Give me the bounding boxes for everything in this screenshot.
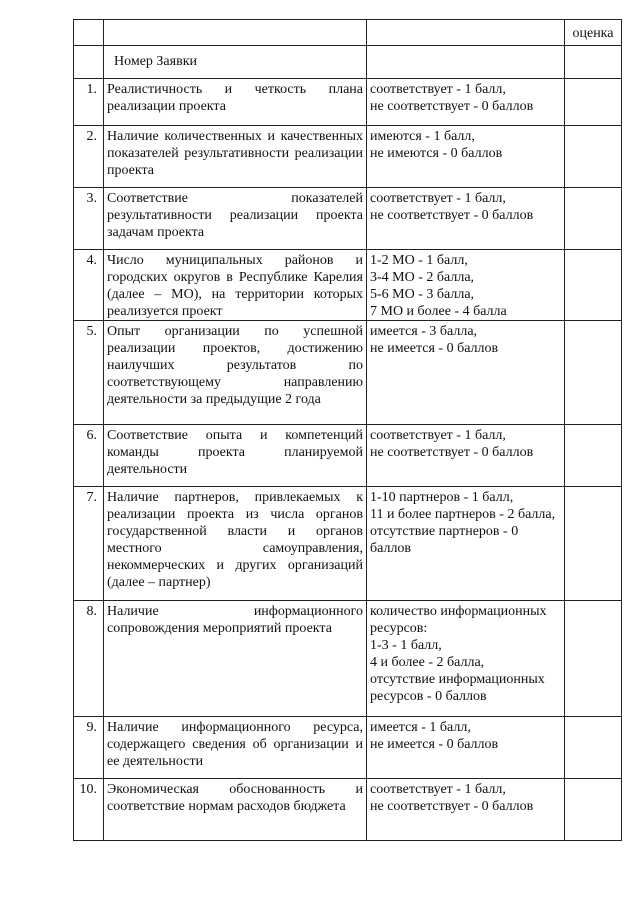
application-number-empty-cell bbox=[74, 46, 104, 79]
criterion-number: 1. bbox=[74, 79, 104, 126]
scale-line: 1-10 партнеров - 1 балл, bbox=[370, 490, 514, 505]
scale-line: 7 МО и более - 4 балла bbox=[370, 304, 507, 319]
criterion-score-cell bbox=[565, 487, 622, 601]
scale-line: имеется - 1 балл, bbox=[370, 720, 471, 735]
scale-line: 11 и более партнеров - 2 балла, bbox=[370, 507, 556, 522]
scale-line: отсутствие информационных ресурсов - 0 баллов bbox=[370, 672, 545, 704]
criterion-number: 4. bbox=[74, 250, 104, 321]
criterion-text: Экономическая обоснованность и соответствие нормам расходов бюджета bbox=[104, 779, 367, 841]
criterion-score-cell bbox=[565, 601, 622, 717]
criterion-score-cell bbox=[565, 126, 622, 188]
criterion-row bbox=[74, 601, 622, 717]
criterion-scale bbox=[367, 321, 565, 425]
criterion-number: 5. bbox=[74, 321, 104, 425]
criterion-number: 7. bbox=[74, 487, 104, 601]
criterion-text: Наличие партнеров, привлекаемых к реализации проекта из числа органов государственной власти и органов местного самоуправления, некоммерческих и других организаций (далее – партнер) bbox=[104, 487, 367, 601]
scale-line: 5-6 МО - 3 балла, bbox=[370, 287, 475, 302]
scale-line: 3-4 МО - 2 балла, bbox=[370, 270, 475, 285]
criterion-number: 2. bbox=[74, 126, 104, 188]
scale-line: имеются - 1 балл, bbox=[370, 129, 475, 144]
criterion-row bbox=[74, 425, 622, 487]
criterion-text: Наличие информационного ресурса, содержащего сведения об организации и ее деятельности bbox=[104, 717, 367, 779]
application-number-row bbox=[74, 46, 622, 79]
criterion-scale bbox=[367, 601, 565, 717]
scale-line: не имеется - 0 баллов bbox=[370, 341, 499, 356]
scale-line: не соответствует - 0 баллов bbox=[370, 99, 534, 114]
scale-line: соответствует - 1 балл, bbox=[370, 428, 506, 443]
criterion-scale bbox=[367, 425, 565, 487]
scale-line: 4 и более - 2 балла, bbox=[370, 655, 485, 670]
scale-line: не имеется - 0 баллов bbox=[370, 737, 499, 752]
application-number-score-cell bbox=[565, 46, 622, 79]
scale-line: 1-2 МО - 1 балл, bbox=[370, 253, 468, 268]
criterion-score-cell bbox=[565, 425, 622, 487]
criterion-text: Наличие количественных и качественных показателей результативности реализации проекта bbox=[104, 126, 367, 188]
criterion-row bbox=[74, 321, 622, 425]
criterion-text: Соответствие опыта и компетенций команды проекта планируемой деятельности bbox=[104, 425, 367, 487]
header-score-cell: оценка bbox=[565, 20, 622, 46]
criterion-row bbox=[74, 487, 622, 601]
criterion-text: Соответствие показателей результативности реализации проекта задачам проекта bbox=[104, 188, 367, 250]
scale-line: не соответствует - 0 баллов bbox=[370, 208, 534, 223]
criterion-scale bbox=[367, 79, 565, 126]
criterion-scale bbox=[367, 487, 565, 601]
scale-line: не соответствует - 0 баллов bbox=[370, 445, 534, 460]
criteria-body bbox=[74, 79, 622, 841]
criterion-score-cell bbox=[565, 779, 622, 841]
scale-line: соответствует - 1 балл, bbox=[370, 782, 506, 797]
criterion-text: Реалистичность и четкость плана реализации проекта bbox=[104, 79, 367, 126]
criterion-row bbox=[74, 779, 622, 841]
scale-line: количество информационных ресурсов: bbox=[370, 604, 547, 636]
scale-line: 1-3 - 1 балл, bbox=[370, 638, 442, 653]
criterion-number: 9. bbox=[74, 717, 104, 779]
scale-line: соответствует - 1 балл, bbox=[370, 191, 506, 206]
evaluation-criteria-table bbox=[73, 19, 622, 841]
criterion-score-cell bbox=[565, 250, 622, 321]
criterion-row bbox=[74, 250, 622, 321]
scale-line: соответствует - 1 балл, bbox=[370, 82, 506, 97]
application-number-label: Номер Заявки bbox=[104, 46, 367, 79]
criterion-score-cell bbox=[565, 717, 622, 779]
scale-line: отсутствие партнеров - 0 баллов bbox=[370, 524, 519, 556]
scale-line: не имеются - 0 баллов bbox=[370, 146, 503, 161]
header-criterion-cell bbox=[104, 20, 367, 46]
criterion-scale bbox=[367, 126, 565, 188]
criterion-row bbox=[74, 717, 622, 779]
criterion-text: Опыт организации по успешной реализации проектов, достижению наилучших результатов по соответствующему направлению деятельности за предыдущие 2 года bbox=[104, 321, 367, 425]
scale-line: не соответствует - 0 баллов bbox=[370, 799, 534, 814]
criterion-score-cell bbox=[565, 321, 622, 425]
criterion-row bbox=[74, 188, 622, 250]
criterion-number: 3. bbox=[74, 188, 104, 250]
criterion-score-cell bbox=[565, 79, 622, 126]
criterion-number: 10. bbox=[74, 779, 104, 841]
criterion-text: Наличие информационного сопровождения мероприятий проекта bbox=[104, 601, 367, 717]
application-number-value-cell bbox=[367, 46, 565, 79]
criterion-scale bbox=[367, 717, 565, 779]
criterion-row bbox=[74, 79, 622, 126]
criterion-scale bbox=[367, 250, 565, 321]
criterion-number: 8. bbox=[74, 601, 104, 717]
criterion-scale bbox=[367, 188, 565, 250]
criterion-score-cell bbox=[565, 188, 622, 250]
header-number-cell bbox=[74, 20, 104, 46]
scale-line: имеется - 3 балла, bbox=[370, 324, 478, 339]
header-row bbox=[74, 20, 622, 46]
criterion-number: 6. bbox=[74, 425, 104, 487]
criterion-scale bbox=[367, 779, 565, 841]
header-scale-cell bbox=[367, 20, 565, 46]
criterion-text: Число муниципальных районов и городских округов в Республике Карелия (далее – МО), на территории которых реализуется проект bbox=[104, 250, 367, 321]
criterion-row bbox=[74, 126, 622, 188]
